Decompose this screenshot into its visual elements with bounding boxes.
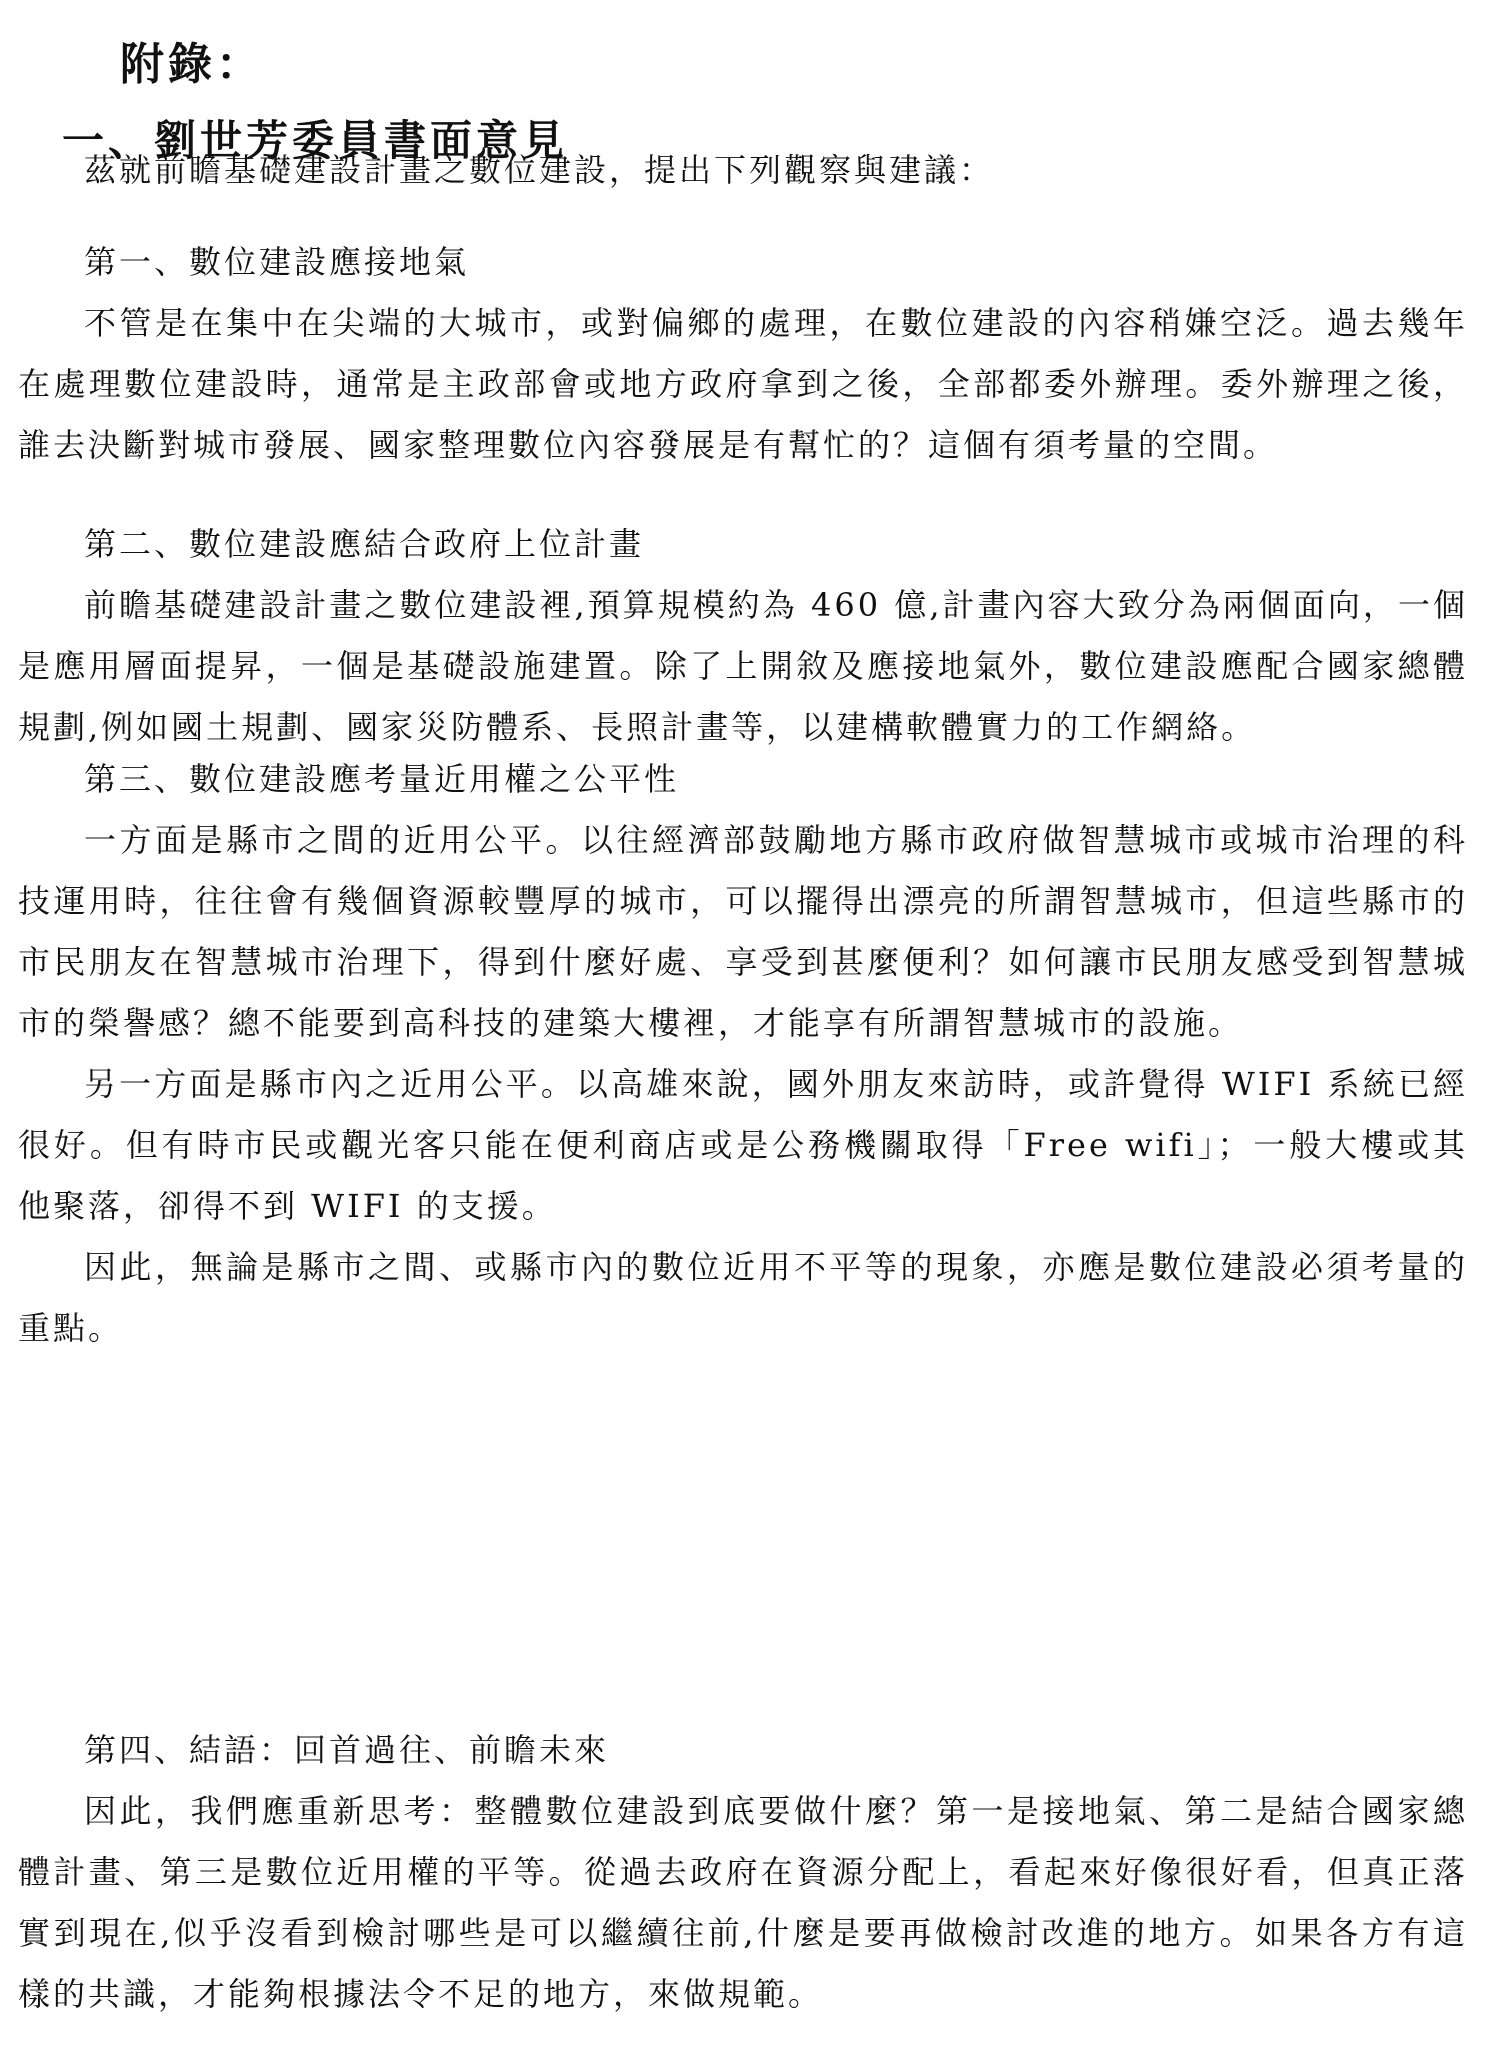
section-3-paragraph-2: 另一方面是縣市內之近用公平。以高雄來說，國外朋友來訪時，或許覺得 WIFI 系統已經很好。但有時市民或觀光客只能在便利商店或是公務機關取得「Free wifi」；一般大樓或其他聚落，卻得不到 WIFI 的支援。 (18, 1065, 1468, 1225)
section-4-paragraph-1: 因此，我們應重新思考：整體數位建設到底要做什麼？第一是接地氣、第二是結合國家總體計畫、第三是數位近用權的平等。從過去政府在資源分配上，看起來好像很好看，但真正落實到現在,似乎沒看到檢討哪些是可以繼續往前,什麼是要再做檢討改進的地方。如果各方有這樣的共識，才能夠根據法令不足的地方，來做規範。 (18, 1792, 1468, 2013)
section-title: 一、劉世芳委員書面意見 (62, 116, 569, 165)
section-2-heading: 第二、數位建設應結合政府上位計畫 (84, 525, 645, 563)
section-4 (18, 1720, 1468, 2025)
section-1-heading: 第一、數位建設應接地氣 (84, 243, 470, 281)
section-2 (18, 514, 1468, 758)
section-1-paragraph-1: 不管是在集中在尖端的大城市，或對偏鄉的處理，在數位建設的內容稍嫌空泛。過去幾年在處理數位建設時，通常是主政部會或地方政府拿到之後，全部都委外辦理。委外辦理之後，誰去決斷對城市發展、國家整理數位內容發展是有幫忙的？這個有須考量的空間。 (18, 304, 1468, 464)
section-3-heading: 第三、數位建設應考量近用權之公平性 (84, 760, 680, 798)
intro-block (18, 140, 1468, 201)
section-2-paragraph-1: 前瞻基礎建設計畫之數位建設裡,預算規模約為 460 億,計畫內容大致分為兩個面向，一個是應用層面提昇，一個是基礎設施建置。除了上開敘及應接地氣外，數位建設應配合國家總體規劃,例如國土規劃、國家災防體系、長照計畫等，以建構軟體實力的工作網絡。 (18, 586, 1468, 746)
section-3 (18, 749, 1468, 1359)
section-4-heading: 第四、結語：回首過往、前瞻未來 (84, 1731, 610, 1769)
section-1 (18, 232, 1468, 476)
section-3-paragraph-3: 因此，無論是縣市之間、或縣市內的數位近用不平等的現象，亦應是數位建設必須考量的重點。 (18, 1248, 1468, 1347)
section-3-paragraph-1: 一方面是縣市之間的近用公平。以往經濟部鼓勵地方縣市政府做智慧城市或城市治理的科技運用時，往往會有幾個資源較豐厚的城市，可以擺得出漂亮的所謂智慧城市，但這些縣市的市民朋友在智慧城市治理下，得到什麼好處、享受到甚麼便利？如何讓市民朋友感受到智慧城市的榮譽感？總不能要到高科技的建築大樓裡，才能享有所謂智慧城市的設施。 (18, 821, 1468, 1042)
intro-paragraph: 茲就前瞻基礎建設計畫之數位建設，提出下列觀察與建議： (84, 151, 995, 189)
appendix-label: 附錄： (120, 39, 264, 90)
